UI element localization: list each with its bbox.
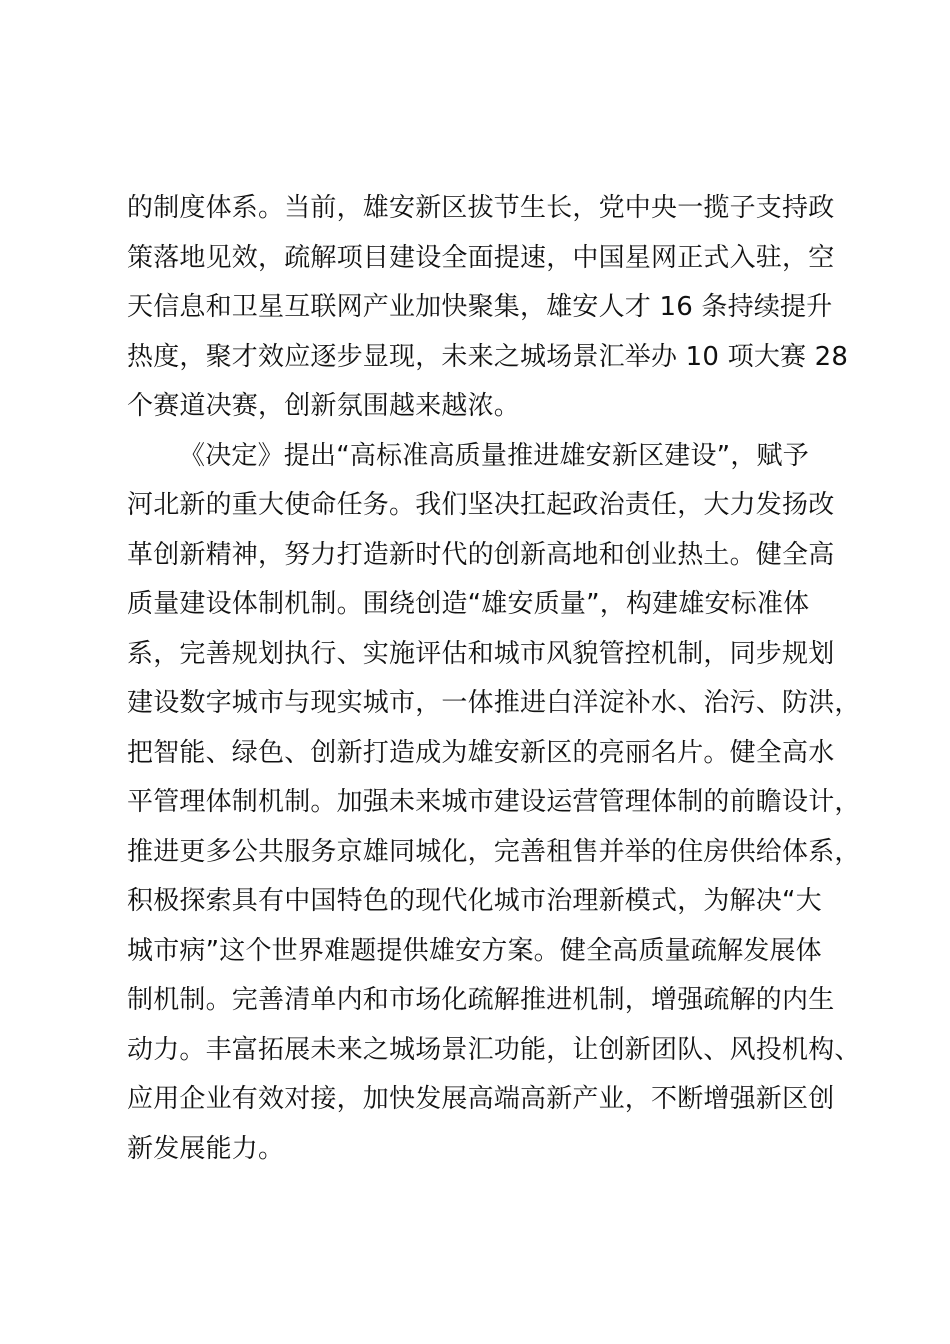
body-text bbox=[127, 184, 862, 1174]
text-line: 系，完善规划执行、实施评估和城市风貌管控机制，同步规划 bbox=[127, 638, 835, 669]
text-line: 应用企业有效对接，加快发展高端高新产业，不断增强新区创 bbox=[127, 1084, 835, 1114]
text-line: 天信息和卫星互联网产业加快聚集，雄安人才 16 条持续提升 bbox=[127, 292, 833, 322]
paragraph-start-line: 《决定》提出“高标准高质量推进雄安新区建设”，赋予 bbox=[179, 440, 809, 471]
text-line: 动力。丰富拓展未来之城场景汇功能，让创新团队、风投机构、 bbox=[127, 1034, 861, 1065]
text-line: 推进更多公共服务京雄同城化，完善租售并举的住房供给体系， bbox=[127, 836, 861, 867]
text-line: 个赛道决赛，创新氛围越来越浓。 bbox=[127, 391, 521, 421]
text-line: 的制度体系。当前，雄安新区拔节生长，党中央一揽子支持政 bbox=[127, 193, 835, 223]
text-line: 把智能、绿色、创新打造成为雄安新区的亮丽名片。健全高水 bbox=[127, 737, 835, 768]
text-line: 河北新的重大使命任务。我们坚决扛起政治责任，大力发扬改 bbox=[127, 490, 835, 520]
text-line: 革创新精神，努力打造新时代的创新高地和创业热土。健全高 bbox=[127, 539, 835, 570]
text-line: 质量建设体制机制。围绕创造“雄安质量”，构建雄安标准体 bbox=[127, 589, 810, 619]
text-line: 新发展能力。 bbox=[127, 1133, 285, 1164]
text-line: 建设数字城市与现实城市，一体推进白洋淀补水、治污、防洪， bbox=[127, 688, 861, 718]
text-line: 城市病”这个世界难题提供雄安方案。健全高质量疏解发展体 bbox=[127, 935, 822, 966]
text-line: 平管理体制机制。加强未来城市建设运营管理体制的前瞻设计， bbox=[127, 787, 861, 817]
text-line: 制机制。完善清单内和市场化疏解推进机制，增强疏解的内生 bbox=[127, 985, 835, 1015]
text-line: 积极探索具有中国特色的现代化城市治理新模式，为解决“大 bbox=[127, 886, 822, 916]
text-line: 热度，聚才效应逐步显现，未来之城场景汇举办 10 项大赛 28 bbox=[127, 341, 849, 372]
text-line: 策落地见效，疏解项目建设全面提速，中国星网正式入驻，空 bbox=[127, 242, 835, 273]
